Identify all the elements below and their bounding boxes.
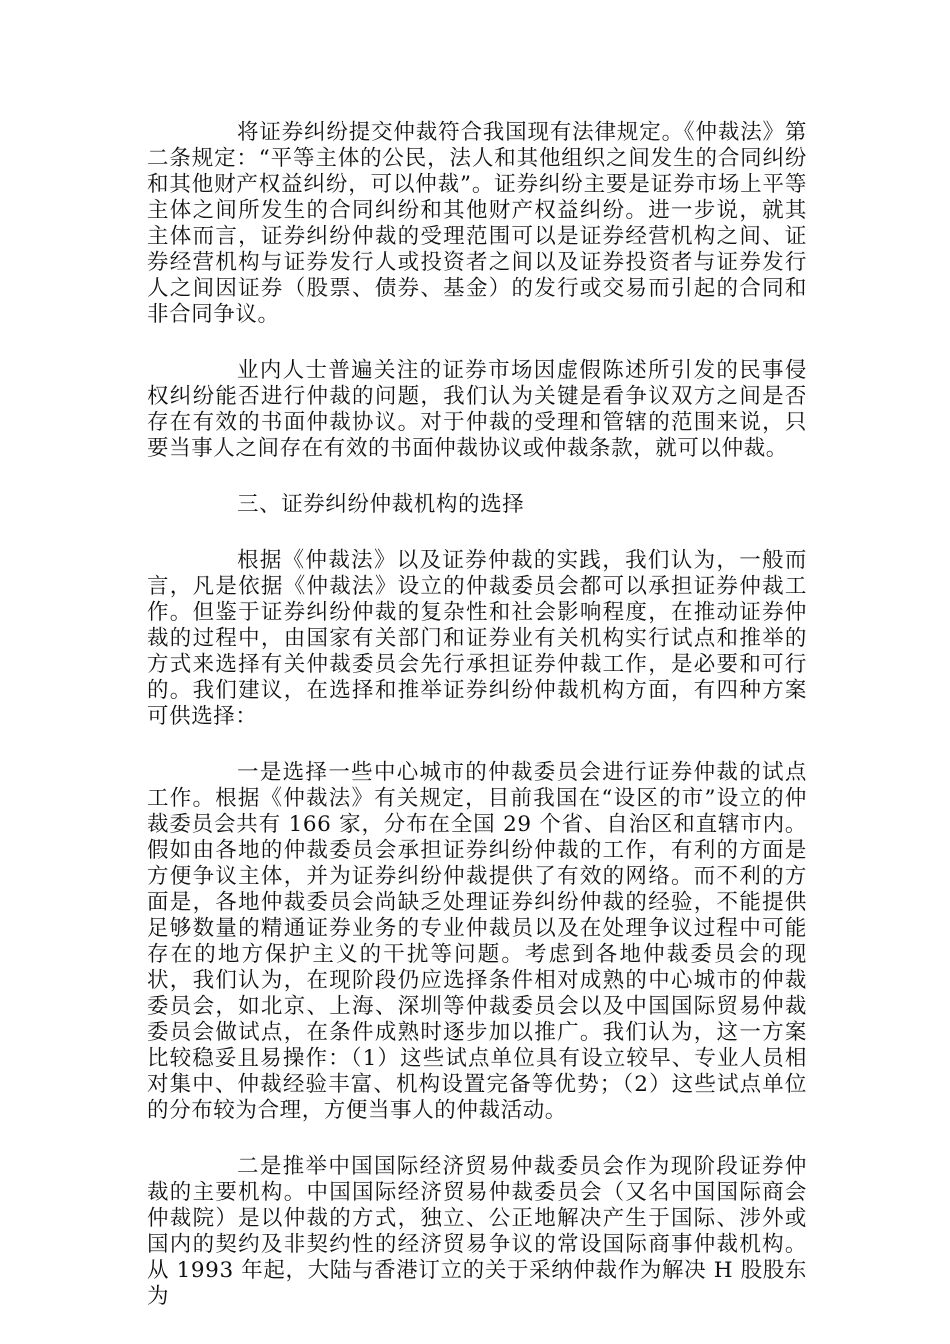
- section-heading: 三、证券纠纷仲裁机构的选择: [237, 492, 525, 517]
- paragraph-option-one: 一是选择一些中心城市的仲裁委员会进行证券仲裁的试点工作。根据《仲裁法》有关规定，目前我国在“设区的市”设立的仲裁委员会共有 166 家，分布在全国 29 个省、自治区和直辖市内。假如由各地的仲裁委员会承担证券纠纷仲裁的工作，有利的方面是方便争议主体，并为证券纠纷仲裁提供了有效的网络。而不利的方面是，各地仲裁委员会尚缺乏处理证券纠纷仲裁的经验，不能提供足够数量的精通证券业务的专业仲裁员以及在处理争议过程中可能存在的地方保护主义的干扰等问题。考虑到各地仲裁委员会的现状，我们认为，在现阶段仍应选择条件相对成熟的中心城市的仲裁委员会，如北京、上海、深圳等仲裁委员会以及中国国际贸易仲裁委员会做试点，在条件成熟时逐步加以推广。我们认为，这一方案比较稳妥且易操作：（1）这些试点单位具有设立较早、专业人员相对集中、仲裁经验丰富、机构设置完备等优势；（2）这些试点单位的分布较为合理，方便当事人的仲裁活动。: [147, 760, 807, 1123]
- paragraph-institution-selection: 根据《仲裁法》以及证券仲裁的实践，我们认为，一般而言，凡是依据《仲裁法》设立的仲裁委员会都可以承担证券仲裁工作。但鉴于证券纠纷仲裁的复杂性和社会影响程度，在推动证券仲裁的过程中，由国家有关部门和证券业有关机构实行试点和推举的方式来选择有关仲裁委员会先行承担证券仲裁工作，是必要和可行的。我们建议，在选择和推举证券纠纷仲裁机构方面，有四种方案可供选择：: [147, 548, 807, 729]
- paragraph-option-two: 二是推举中国国际经济贸易仲裁委员会作为现阶段证券仲裁的主要机构。中国国际经济贸易仲裁委员会（又名中国国际商会仲裁院）是以仲裁的方式，独立、公正地解决产生于国际、涉外或国内的契约及非契约性的经济贸易争议的常设国际商事仲裁机构。从 1993 年起，大陆与香港订立的关于采纳仲裁作为解决 H 股股东为: [147, 1154, 807, 1309]
- paragraph-false-statement-disputes: 业内人士普遍关注的证券市场因虚假陈述所引发的民事侵权纠纷能否进行仲裁的问题，我们认为关键是看争议双方之间是否存在有效的书面仲裁协议。对于仲裁的受理和管辖的范围来说，只要当事人之间存在有效的书面仲裁协议或仲裁条款，就可以仲裁。: [147, 358, 807, 461]
- paragraph-legal-basis: 将证券纠纷提交仲裁符合我国现有法律规定。《仲裁法》第二条规定：“平等主体的公民，法人和其他组织之间发生的合同纠纷和其他财产权益纠纷，可以仲裁”。证券纠纷主要是证券市场上平等主体之间所发生的合同纠纷和其他财产权益纠纷。进一步说，就其主体而言，证券纠纷仲裁的受理范围可以是证券经营机构之间、证券经营机构与证券发行人或投资者之间以及证券投资者与证券发行人之间因证券（股票、债券、基金）的发行或交易而引起的合同和非合同争议。: [147, 120, 807, 327]
- document-page: [147, 120, 807, 1340]
